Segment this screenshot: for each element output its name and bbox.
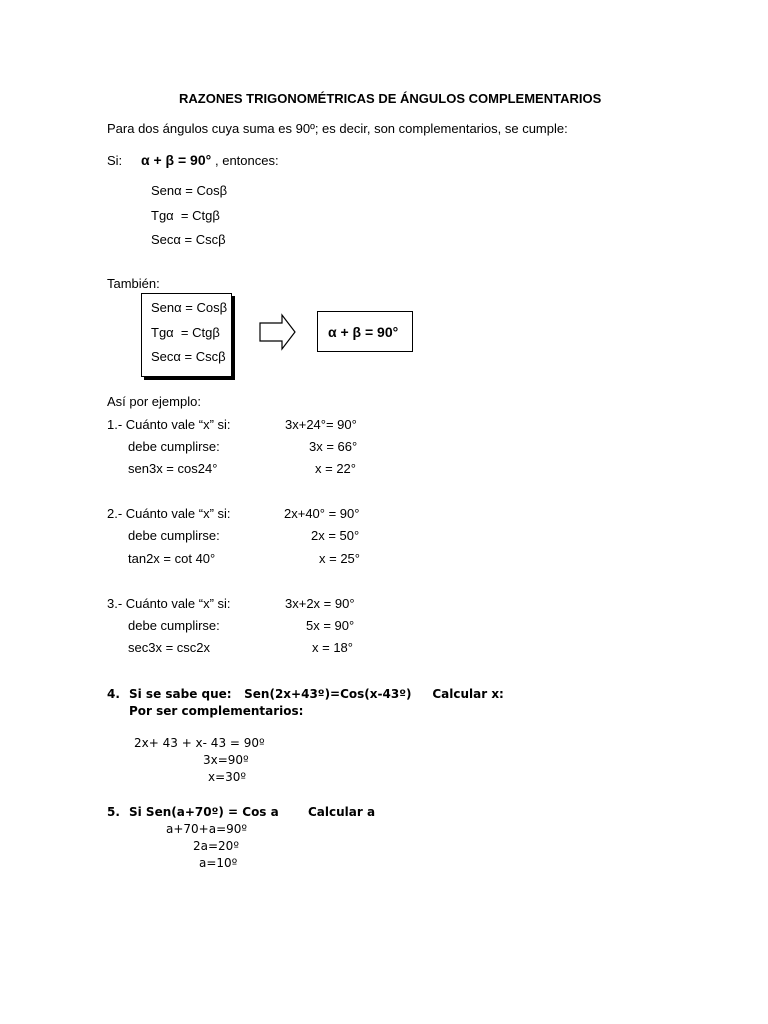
example-1-line3-left: sen3x = cos24°: [128, 461, 218, 476]
problem-5-step-1: a+70+a=90º: [166, 822, 248, 836]
example-1-line2-left: debe cumplirse:: [128, 439, 220, 454]
examples-heading: Así por ejemplo:: [107, 394, 201, 409]
problem-4-line2: Por ser complementarios:: [129, 704, 304, 718]
identity-sen: Senα = Cosβ: [151, 183, 228, 198]
result-equation: α + β = 90°: [328, 324, 399, 340]
problem-4-step-1: 2x+ 43 + x- 43 = 90º: [134, 736, 265, 750]
example-2-line3-right: x = 25°: [319, 551, 360, 566]
box-identity-tg: Tgα = Ctgβ: [151, 325, 220, 340]
example-1-line3-right: x = 22°: [315, 461, 356, 476]
box-identity-sec: Secα = Cscβ: [151, 349, 226, 364]
box-identity-sen: Senα = Cosβ: [151, 300, 228, 315]
problem-4-statement: Si se sabe que: Sen(2x+43º)=Cos(x-43º) Calcular x:: [129, 687, 504, 701]
example-1-condition: 3x+24°= 90°: [285, 417, 357, 432]
right-arrow-icon: [258, 313, 298, 353]
example-2-question: 2.- Cuánto vale “x” si:: [107, 506, 231, 521]
example-3-line2-left: debe cumplirse:: [128, 618, 220, 633]
tambien-label: También:: [107, 276, 160, 291]
example-2-line2-left: debe cumplirse:: [128, 528, 220, 543]
problem-4-step-2: 3x=90º: [203, 753, 249, 767]
example-3-condition: 3x+2x = 90°: [285, 596, 355, 611]
example-3-line3-right: x = 18°: [312, 640, 353, 655]
example-2-line3-left: tan2x = cot 40°: [128, 551, 216, 566]
problem-4-step-3: x=30º: [208, 770, 247, 784]
problem-5-step-2: 2a=20º: [193, 839, 239, 853]
si-equation: α + β = 90°: [141, 152, 212, 168]
si-suffix: , entonces:: [215, 153, 279, 168]
example-1-line2-right: 3x = 66°: [309, 439, 358, 454]
problem-5-number: 5.: [107, 805, 120, 819]
example-3-line3-left: sec3x = csc2x: [128, 640, 211, 655]
page-title: RAZONES TRIGONOMÉTRICAS DE ÁNGULOS COMPLEMENTARIOS: [179, 91, 602, 106]
example-1-question: 1.- Cuánto vale “x” si:: [107, 417, 231, 432]
problem-5-step-3: a=10º: [199, 856, 238, 870]
si-label: Si:: [107, 153, 123, 168]
problem-4-number: 4.: [107, 687, 120, 701]
identity-tg: Tgα = Ctgβ: [151, 208, 220, 223]
example-3-line2-right: 5x = 90°: [306, 618, 355, 633]
identity-sec: Secα = Cscβ: [151, 232, 226, 247]
example-2-line2-right: 2x = 50°: [311, 528, 360, 543]
example-2-condition: 2x+40° = 90°: [284, 506, 360, 521]
intro-text: Para dos ángulos cuya suma es 90º; es decir, son complementarios, se cumple:: [107, 121, 568, 136]
example-3-question: 3.- Cuánto vale “x” si:: [107, 596, 231, 611]
problem-5-statement: Si Sen(a+70º) = Cos a Calcular a: [129, 805, 376, 819]
